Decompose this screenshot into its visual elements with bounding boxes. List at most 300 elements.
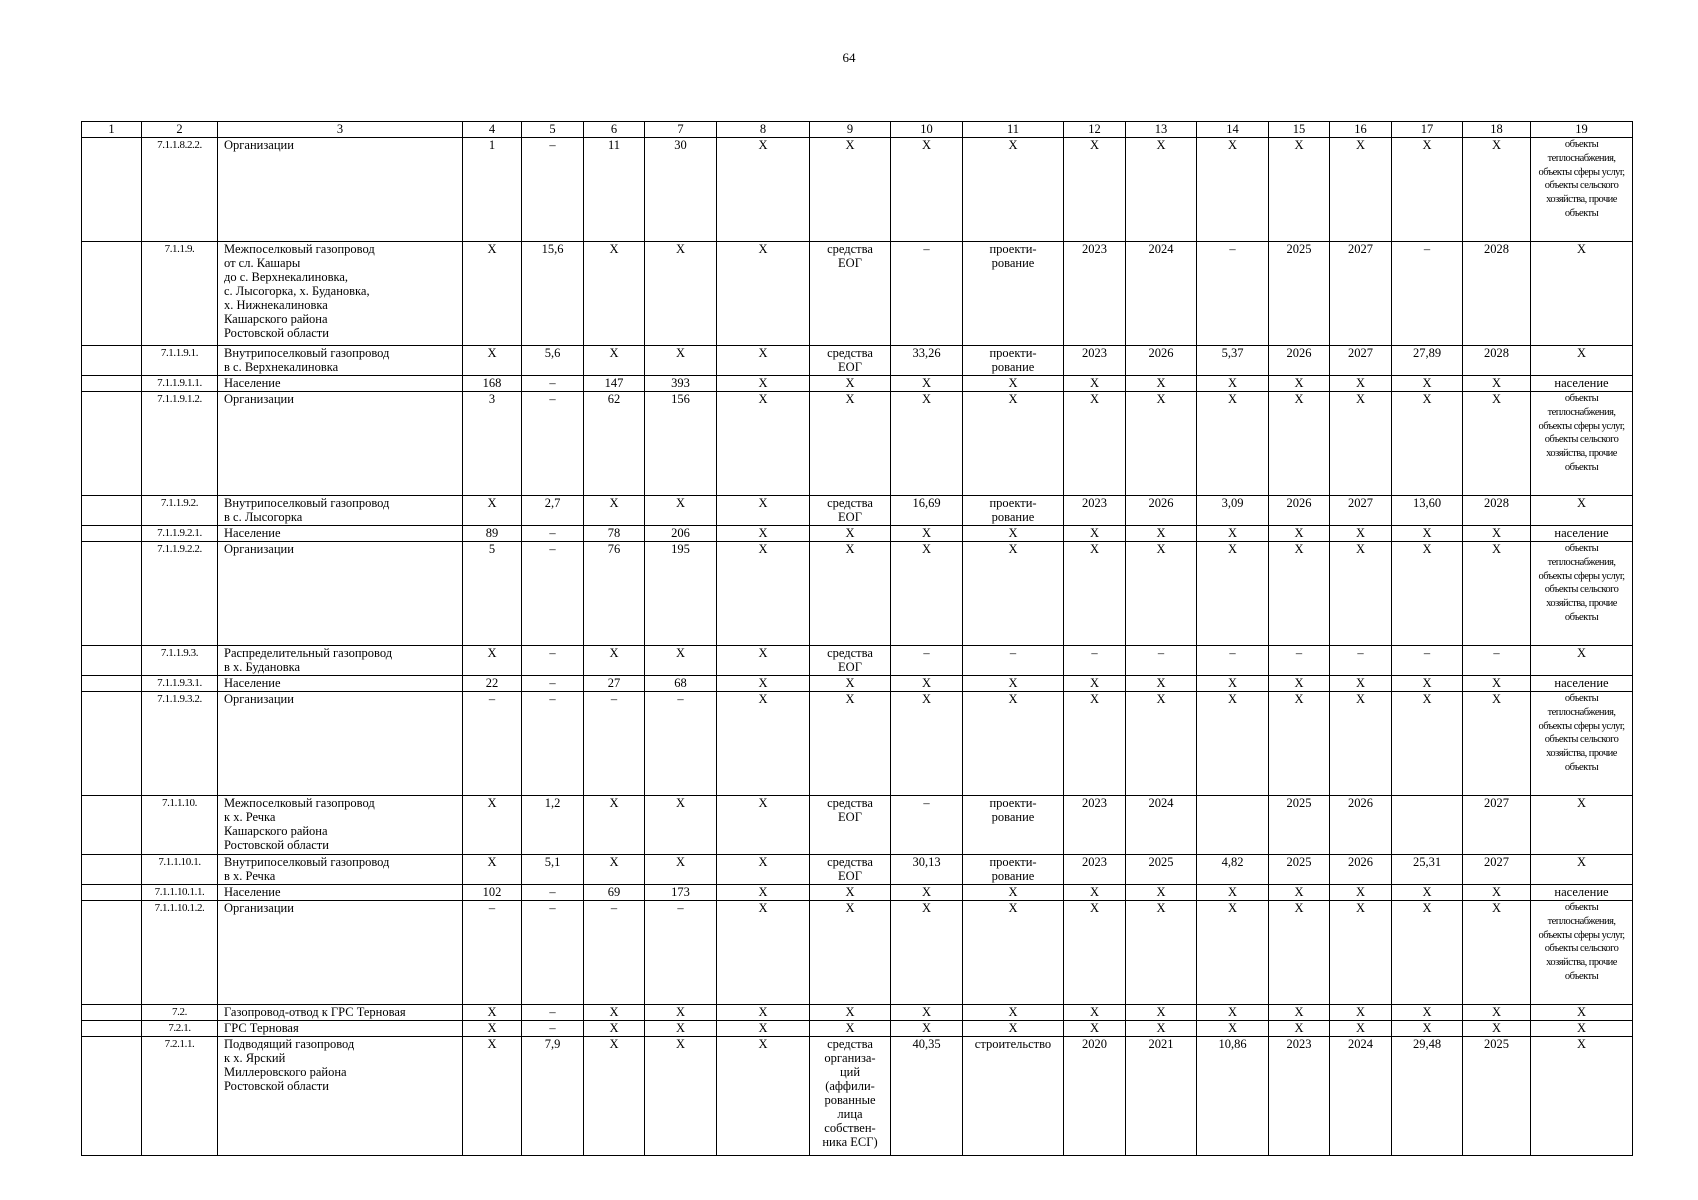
consumers: X: [1531, 1005, 1633, 1021]
cell-col-10: –: [891, 242, 963, 346]
cell-col-14: 3,09: [1197, 496, 1269, 526]
cell-col-16: X: [1330, 392, 1392, 496]
cell-col-4: 5: [463, 542, 522, 646]
cell-col-14: X: [1197, 526, 1269, 542]
cell-col-18: X: [1463, 376, 1531, 392]
cell-col-16: 2027: [1330, 346, 1392, 376]
cell-col-4: X: [463, 242, 522, 346]
cell-col-5: –: [522, 692, 584, 796]
cell-col-8: X: [717, 1005, 810, 1021]
cell-col-16: –: [1330, 646, 1392, 676]
cell-col-15: 2025: [1269, 855, 1330, 885]
cell-col-15: X: [1269, 542, 1330, 646]
cell-col-4: 102: [463, 885, 522, 901]
cell-col-13: X: [1126, 885, 1197, 901]
item-name: Межпоселковый газопровод от сл. Кашары до с. Верхнекалиновка, с. Лысогорка, х. Будановка, х. Нижнекалиновка Кашарского района Ростовской области: [218, 242, 463, 346]
funding-source: X: [810, 542, 891, 646]
cell-col-5: –: [522, 646, 584, 676]
cell-col-7: X: [645, 1037, 717, 1156]
table-row: [82, 692, 1633, 796]
cell-col-5: –: [522, 376, 584, 392]
table-row: [82, 138, 1633, 242]
cell-col-4: X: [463, 1005, 522, 1021]
cell-col-10: –: [891, 796, 963, 855]
cell-col-15: X: [1269, 376, 1330, 392]
cell-col-16: X: [1330, 376, 1392, 392]
cell-col-12: X: [1064, 376, 1126, 392]
table-row: [82, 376, 1633, 392]
cell-col-5: 5,1: [522, 855, 584, 885]
cell-col-8: X: [717, 646, 810, 676]
cell-col-5: –: [522, 676, 584, 692]
table-row: [82, 242, 1633, 346]
consumers: X: [1531, 1037, 1633, 1156]
consumers: население: [1531, 526, 1633, 542]
cell-col-10: 16,69: [891, 496, 963, 526]
cell-col-13: X: [1126, 692, 1197, 796]
cell-col-8: X: [717, 138, 810, 242]
cell-col-6: 76: [584, 542, 645, 646]
item-code: 7.1.1.9.3.2.: [142, 692, 218, 796]
cell-col-18: X: [1463, 392, 1531, 496]
cell-col-13: –: [1126, 646, 1197, 676]
cell-col-13: 2025: [1126, 855, 1197, 885]
table-row: [82, 646, 1633, 676]
cell-col-4: X: [463, 496, 522, 526]
cell-col-18: 2025: [1463, 1037, 1531, 1156]
empty-cell: [82, 526, 142, 542]
cell-col-15: 2026: [1269, 496, 1330, 526]
cell-col-14: X: [1197, 392, 1269, 496]
cell-col-17: 13,60: [1392, 496, 1463, 526]
item-name: Газопровод-отвод к ГРС Терновая: [218, 1005, 463, 1021]
cell-col-6: 62: [584, 392, 645, 496]
cell-col-12: 2023: [1064, 496, 1126, 526]
cell-col-18: X: [1463, 138, 1531, 242]
cell-col-10: 30,13: [891, 855, 963, 885]
consumers: X: [1531, 346, 1633, 376]
cell-col-7: –: [645, 692, 717, 796]
funding-source: средства ЕОГ: [810, 496, 891, 526]
cell-col-12: X: [1064, 1005, 1126, 1021]
consumers: население: [1531, 376, 1633, 392]
cell-col-12: X: [1064, 526, 1126, 542]
consumers: X: [1531, 796, 1633, 855]
consumers: объекты теплоснабжения, объекты сферы услуг, объекты сельского хозяйства, прочие объекты: [1531, 692, 1633, 796]
funding-source: средства ЕОГ: [810, 796, 891, 855]
stage: проекти- рование: [963, 855, 1064, 885]
cell-col-15: –: [1269, 646, 1330, 676]
consumers: объекты теплоснабжения, объекты сферы услуг, объекты сельского хозяйства, прочие объекты: [1531, 138, 1633, 242]
empty-cell: [82, 1037, 142, 1156]
cell-col-16: 2027: [1330, 242, 1392, 346]
cell-col-12: X: [1064, 676, 1126, 692]
item-name: Внутрипоселковый газопровод в с. Верхнекалиновка: [218, 346, 463, 376]
stage: X: [963, 542, 1064, 646]
cell-col-10: X: [891, 885, 963, 901]
item-name: Организации: [218, 692, 463, 796]
cell-col-17: X: [1392, 138, 1463, 242]
cell-col-17: X: [1392, 692, 1463, 796]
cell-col-12: –: [1064, 646, 1126, 676]
column-number: 14: [1197, 122, 1269, 138]
cell-col-18: X: [1463, 692, 1531, 796]
column-number: 9: [810, 122, 891, 138]
cell-col-13: X: [1126, 1005, 1197, 1021]
funding-source: X: [810, 676, 891, 692]
empty-cell: [82, 646, 142, 676]
column-number: 16: [1330, 122, 1392, 138]
cell-col-10: 33,26: [891, 346, 963, 376]
item-code: 7.1.1.10.1.1.: [142, 885, 218, 901]
column-number: 10: [891, 122, 963, 138]
cell-col-15: X: [1269, 1005, 1330, 1021]
cell-col-15: X: [1269, 901, 1330, 1005]
column-number: 12: [1064, 122, 1126, 138]
item-name: Межпоселковый газопровод к х. Речка Кашарского района Ростовской области: [218, 796, 463, 855]
cell-col-5: –: [522, 138, 584, 242]
cell-col-4: X: [463, 1037, 522, 1156]
funding-source: X: [810, 1005, 891, 1021]
cell-col-12: X: [1064, 542, 1126, 646]
cell-col-15: 2026: [1269, 346, 1330, 376]
cell-col-14: –: [1197, 646, 1269, 676]
cell-col-6: X: [584, 646, 645, 676]
cell-col-4: –: [463, 901, 522, 1005]
cell-col-17: X: [1392, 392, 1463, 496]
cell-col-6: X: [584, 855, 645, 885]
funding-source: средства ЕОГ: [810, 242, 891, 346]
item-code: 7.1.1.9.2.2.: [142, 542, 218, 646]
cell-col-8: X: [717, 376, 810, 392]
stage: X: [963, 692, 1064, 796]
cell-col-7: –: [645, 901, 717, 1005]
cell-col-14: 5,37: [1197, 346, 1269, 376]
cell-col-6: 78: [584, 526, 645, 542]
empty-cell: [82, 496, 142, 526]
cell-col-18: X: [1463, 1021, 1531, 1037]
cell-col-15: X: [1269, 392, 1330, 496]
cell-col-18: X: [1463, 1005, 1531, 1021]
cell-col-15: X: [1269, 138, 1330, 242]
empty-cell: [82, 542, 142, 646]
cell-col-17: 27,89: [1392, 346, 1463, 376]
cell-col-15: 2023: [1269, 1037, 1330, 1156]
cell-col-17: [1392, 796, 1463, 855]
column-number: 5: [522, 122, 584, 138]
item-code: 7.1.1.9.3.: [142, 646, 218, 676]
cell-col-4: X: [463, 1021, 522, 1037]
column-number: 3: [218, 122, 463, 138]
empty-cell: [82, 855, 142, 885]
item-name: Население: [218, 676, 463, 692]
cell-col-8: X: [717, 855, 810, 885]
cell-col-4: 89: [463, 526, 522, 542]
cell-col-17: X: [1392, 676, 1463, 692]
cell-col-18: X: [1463, 676, 1531, 692]
item-name: Население: [218, 885, 463, 901]
item-name: Организации: [218, 542, 463, 646]
cell-col-12: X: [1064, 901, 1126, 1005]
cell-col-15: 2025: [1269, 796, 1330, 855]
cell-col-10: X: [891, 376, 963, 392]
column-number: 8: [717, 122, 810, 138]
cell-col-5: –: [522, 1021, 584, 1037]
cell-col-14: X: [1197, 901, 1269, 1005]
cell-col-16: X: [1330, 542, 1392, 646]
data-table: [81, 121, 1633, 1156]
cell-col-16: 2026: [1330, 796, 1392, 855]
cell-col-4: 22: [463, 676, 522, 692]
cell-col-5: 1,2: [522, 796, 584, 855]
cell-col-7: X: [645, 346, 717, 376]
funding-source: средства ЕОГ: [810, 646, 891, 676]
funding-source: средства организа- ций (аффили- рованные лица собствен- ника ЕСГ): [810, 1037, 891, 1156]
table-row: [82, 496, 1633, 526]
column-number: 6: [584, 122, 645, 138]
cell-col-7: 30: [645, 138, 717, 242]
cell-col-6: X: [584, 1005, 645, 1021]
consumers: население: [1531, 676, 1633, 692]
cell-col-8: X: [717, 526, 810, 542]
cell-col-16: 2026: [1330, 855, 1392, 885]
item-code: 7.1.1.10.1.: [142, 855, 218, 885]
item-code: 7.2.1.: [142, 1021, 218, 1037]
cell-col-15: X: [1269, 885, 1330, 901]
item-code: 7.1.1.9.2.: [142, 496, 218, 526]
cell-col-7: X: [645, 496, 717, 526]
cell-col-13: 2024: [1126, 796, 1197, 855]
empty-cell: [82, 901, 142, 1005]
cell-col-7: X: [645, 855, 717, 885]
item-code: 7.1.1.8.2.2.: [142, 138, 218, 242]
cell-col-7: 393: [645, 376, 717, 392]
cell-col-17: X: [1392, 1005, 1463, 1021]
cell-col-8: X: [717, 542, 810, 646]
cell-col-8: X: [717, 242, 810, 346]
cell-col-4: X: [463, 346, 522, 376]
cell-col-6: 147: [584, 376, 645, 392]
cell-col-18: –: [1463, 646, 1531, 676]
stage: проекти- рование: [963, 796, 1064, 855]
cell-col-10: X: [891, 692, 963, 796]
empty-cell: [82, 676, 142, 692]
item-name: Организации: [218, 392, 463, 496]
cell-col-6: 69: [584, 885, 645, 901]
funding-source: X: [810, 526, 891, 542]
column-number: 15: [1269, 122, 1330, 138]
cell-col-10: 40,35: [891, 1037, 963, 1156]
funding-source: X: [810, 901, 891, 1005]
cell-col-7: X: [645, 242, 717, 346]
cell-col-7: 173: [645, 885, 717, 901]
table-row: [82, 1037, 1633, 1156]
cell-col-13: X: [1126, 376, 1197, 392]
cell-col-13: X: [1126, 542, 1197, 646]
table-row: [82, 676, 1633, 692]
cell-col-14: –: [1197, 242, 1269, 346]
cell-col-4: –: [463, 692, 522, 796]
cell-col-5: –: [522, 901, 584, 1005]
cell-col-4: X: [463, 855, 522, 885]
cell-col-17: X: [1392, 1021, 1463, 1037]
cell-col-10: X: [891, 676, 963, 692]
cell-col-13: X: [1126, 901, 1197, 1005]
table-row: [82, 542, 1633, 646]
cell-col-5: –: [522, 526, 584, 542]
cell-col-8: X: [717, 392, 810, 496]
cell-col-8: X: [717, 692, 810, 796]
table-row: [82, 1005, 1633, 1021]
empty-cell: [82, 796, 142, 855]
cell-col-16: X: [1330, 901, 1392, 1005]
stage: X: [963, 885, 1064, 901]
cell-col-6: X: [584, 242, 645, 346]
stage: X: [963, 392, 1064, 496]
table-row: [82, 796, 1633, 855]
column-number: 7: [645, 122, 717, 138]
empty-cell: [82, 1005, 142, 1021]
cell-col-5: –: [522, 885, 584, 901]
item-code: 7.2.1.1.: [142, 1037, 218, 1156]
cell-col-16: X: [1330, 1005, 1392, 1021]
column-number: 4: [463, 122, 522, 138]
cell-col-14: X: [1197, 676, 1269, 692]
empty-cell: [82, 138, 142, 242]
item-code: 7.1.1.9.1.2.: [142, 392, 218, 496]
item-name: Внутрипоселковый газопровод в х. Речка: [218, 855, 463, 885]
funding-source: X: [810, 692, 891, 796]
cell-col-8: X: [717, 885, 810, 901]
stage: проекти- рование: [963, 346, 1064, 376]
funding-source: X: [810, 885, 891, 901]
cell-col-15: X: [1269, 692, 1330, 796]
item-code: 7.1.1.9.1.1.: [142, 376, 218, 392]
item-code: 7.2.: [142, 1005, 218, 1021]
stage: строительство: [963, 1037, 1064, 1156]
cell-col-16: X: [1330, 138, 1392, 242]
cell-col-18: X: [1463, 542, 1531, 646]
item-name: Распределительный газопровод в х. Будановка: [218, 646, 463, 676]
cell-col-10: X: [891, 1005, 963, 1021]
cell-col-13: 2021: [1126, 1037, 1197, 1156]
funding-source: X: [810, 392, 891, 496]
item-name: Население: [218, 376, 463, 392]
cell-col-10: X: [891, 901, 963, 1005]
header-row: [82, 122, 1633, 138]
consumers: X: [1531, 496, 1633, 526]
cell-col-12: X: [1064, 138, 1126, 242]
stage: проекти- рование: [963, 496, 1064, 526]
cell-col-17: 29,48: [1392, 1037, 1463, 1156]
cell-col-16: 2027: [1330, 496, 1392, 526]
cell-col-13: 2024: [1126, 242, 1197, 346]
cell-col-7: 206: [645, 526, 717, 542]
cell-col-18: 2027: [1463, 855, 1531, 885]
column-number: 17: [1392, 122, 1463, 138]
page-number: 64: [842, 50, 856, 65]
stage: X: [963, 901, 1064, 1005]
cell-col-8: X: [717, 1021, 810, 1037]
consumers: X: [1531, 242, 1633, 346]
item-name: Внутрипоселковый газопровод в с. Лысогорка: [218, 496, 463, 526]
cell-col-17: X: [1392, 526, 1463, 542]
empty-cell: [82, 1021, 142, 1037]
table-row: [82, 885, 1633, 901]
cell-col-4: 3: [463, 392, 522, 496]
cell-col-4: 1: [463, 138, 522, 242]
stage: X: [963, 1021, 1064, 1037]
empty-cell: [82, 376, 142, 392]
cell-col-14: X: [1197, 138, 1269, 242]
cell-col-18: X: [1463, 885, 1531, 901]
cell-col-14: 10,86: [1197, 1037, 1269, 1156]
item-name: Подводящий газопровод к х. Ярский Миллеровского района Ростовской области: [218, 1037, 463, 1156]
cell-col-6: X: [584, 496, 645, 526]
cell-col-4: 168: [463, 376, 522, 392]
cell-col-6: X: [584, 1021, 645, 1037]
cell-col-5: –: [522, 1005, 584, 1021]
consumers: объекты теплоснабжения, объекты сферы услуг, объекты сельского хозяйства, прочие объекты: [1531, 901, 1633, 1005]
cell-col-7: 68: [645, 676, 717, 692]
stage: X: [963, 1005, 1064, 1021]
cell-col-6: 11: [584, 138, 645, 242]
cell-col-7: X: [645, 646, 717, 676]
cell-col-7: 156: [645, 392, 717, 496]
cell-col-8: X: [717, 676, 810, 692]
cell-col-13: X: [1126, 676, 1197, 692]
cell-col-18: X: [1463, 901, 1531, 1005]
table-row: [82, 392, 1633, 496]
cell-col-8: X: [717, 346, 810, 376]
cell-col-5: 2,7: [522, 496, 584, 526]
cell-col-16: X: [1330, 1021, 1392, 1037]
cell-col-5: 7,9: [522, 1037, 584, 1156]
cell-col-17: X: [1392, 376, 1463, 392]
cell-col-12: X: [1064, 885, 1126, 901]
cell-col-14: [1197, 796, 1269, 855]
cell-col-14: X: [1197, 1005, 1269, 1021]
funding-source: средства ЕОГ: [810, 855, 891, 885]
cell-col-4: X: [463, 796, 522, 855]
empty-cell: [82, 242, 142, 346]
cell-col-12: X: [1064, 392, 1126, 496]
cell-col-15: X: [1269, 1021, 1330, 1037]
funding-source: X: [810, 138, 891, 242]
cell-col-13: 2026: [1126, 346, 1197, 376]
cell-col-6: X: [584, 346, 645, 376]
cell-col-18: 2028: [1463, 242, 1531, 346]
cell-col-17: X: [1392, 885, 1463, 901]
cell-col-14: X: [1197, 692, 1269, 796]
stage: X: [963, 526, 1064, 542]
cell-col-8: X: [717, 496, 810, 526]
cell-col-17: –: [1392, 242, 1463, 346]
column-number: 19: [1531, 122, 1633, 138]
table-row: [82, 346, 1633, 376]
cell-col-12: 2023: [1064, 796, 1126, 855]
consumers: объекты теплоснабжения, объекты сферы услуг, объекты сельского хозяйства, прочие объекты: [1531, 392, 1633, 496]
funding-source: средства ЕОГ: [810, 346, 891, 376]
cell-col-14: X: [1197, 885, 1269, 901]
stage: –: [963, 646, 1064, 676]
cell-col-10: X: [891, 526, 963, 542]
stage: X: [963, 138, 1064, 242]
cell-col-13: X: [1126, 392, 1197, 496]
cell-col-8: X: [717, 1037, 810, 1156]
cell-col-15: X: [1269, 676, 1330, 692]
item-code: 7.1.1.9.2.1.: [142, 526, 218, 542]
